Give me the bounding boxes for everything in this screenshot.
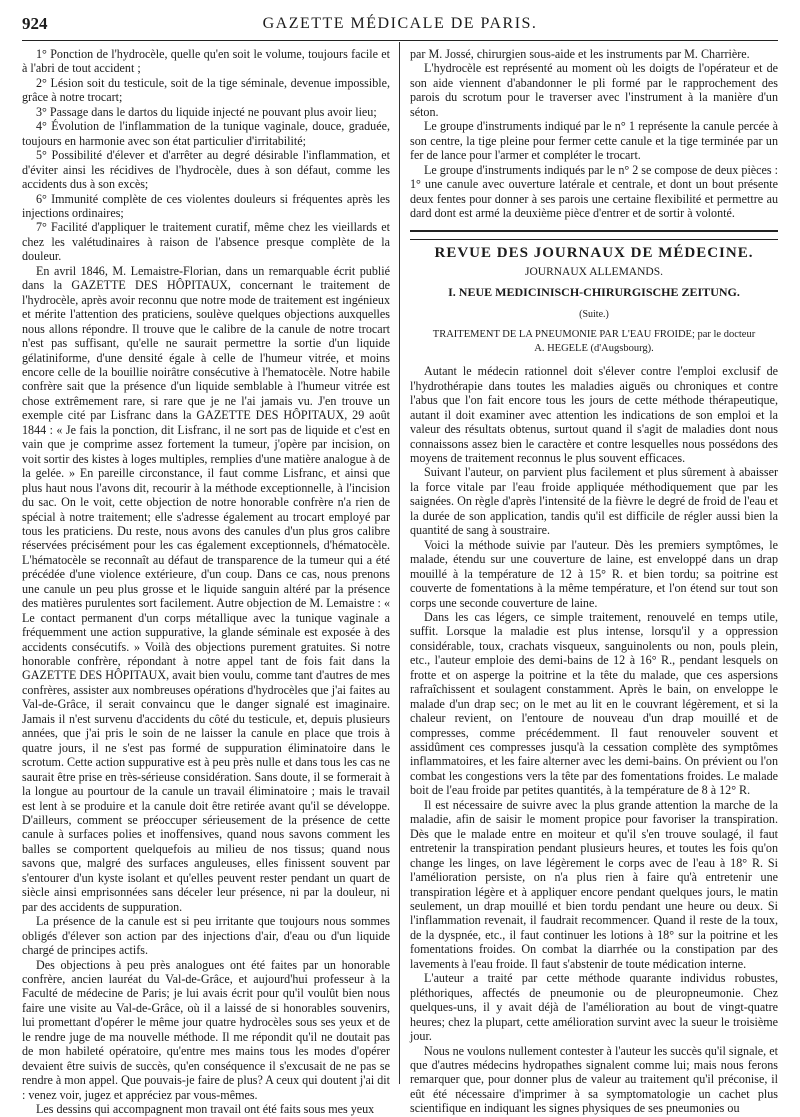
article-title [410,328,778,356]
paragraph: Nous ne voulons nullement contester à l'auteur les succès qu'il signale, et que d'autres médecins hydropathes signalent comme lui; mais nous ferons remarquer que, pour donner plus de valeur au traitement qu'il préconise, il eût été nécessaire d'imprimer à sa symptomatologie un cachet plus scientifique en indiquant les signes physiques de ses pneumonies ou [410,1043,778,1116]
section-title: REVUE DES JOURNAUX DE MÉDECINE. [434,245,754,262]
paragraph: 2° Lésion soit du testicule, soit de la tige séminale, devenue impossible, grâce à notre trocart; [22,75,390,105]
article-author: A. HEGELE (d'Augsbourg). [534,343,654,355]
paragraph: L'hydrocèle est représenté au moment où les doigts de l'opérateur et de son aide viennent d'abandonner le pli formé par le rapprochement des parois du scrotum pour le traverser avec l'instrument à la manière d'un séton. [410,61,778,119]
paragraph: La présence de la canule est si peu irritante que toujours nous sommes obligés d'élever son action par des injections d'air, d'eau ou d'un liquide chargé de principes actifs. [22,914,390,958]
paragraph: par M. Jossé, chirurgien sous-aide et les instruments par M. Charrière. [410,47,750,61]
paragraph: 5° Possibilité d'élever et d'arrêter au degré désirable l'inflammation, et d'éviter ainsi les récidives de l'hydrocèle, dues à son défaut, comme les accidents dus à son excès; [22,148,390,192]
paragraph: Le groupe d'instruments indiqué par le n° 1 représente la canule percée à son centre, la tige pleine pour fermer cette canule et la tige terminée par un fer de lance pour l'armer et compléter le trocart. [410,119,778,163]
journal-heading: I. NEUE MEDICINISCH-CHIRURGISCHE ZEITUNG. [448,285,740,300]
paragraph: Des objections à peu près analogues ont été faites par un honorable confrère, ancien lauréat du Val-de-Grâce, et aujourd'hui professeur à la Faculté de médecine de Paris; je lui avais écrit pour qu'il voulût bien nous faire une visite au Val-de-Grâce, où il a laissé de si honorables souvenirs, lui promettant d'opérer le même jour quatre hydrocèles sous ses yeux et de le rendre juge de ma nouvelle méthode. Il me répondit qu'il ne doutait pas de mon habileté opératoire, qu'entre mes mains tous les modes d'opérer devaient être suivis de succès, qu'en conséquence il s'excusait de ne pas se rendre à mon appel. Que pouvais-je faire de plus? A ceux qui doutent j'ai dit : venez voir, jugez et appréciez par vous-mêmes. [22,957,390,1102]
continued-note: (Suite.) [579,308,609,320]
paragraph: Il est nécessaire de suivre avec la plus grande attention la marche de la maladie, afin de saisir le moment propice pour favoriser la transpiration. Dès que le malade entre en moiteur et qu'il s'en trouve soulagé, il faut entretenir la transpiration pendant plusieurs heures, et toutes les fois qu'on change les linges, on lave légèrement le corps avec de l'eau à 18° R. Si l'amélioration persiste, on n'a plus rien à faire qu'à entretenir une transpiration légère et à appliquer encore pendant quelques jours, le matin seulement, un drap mouillé et bien tordu pendant une heure ou deux. Si l'inflammation revenait, il faudrait recommencer. Quand il reste de la toux, de la dyspnée, etc., il faut continuer les lotions à 18° sur la poitrine et les fomentations froides. On combat la diarrhée ou la constipation par des lavements à l'eau froide. Il faut s'abstenir de toute médication interne. [410,797,778,971]
paragraph: Autant le médecin rationnel doit s'élever contre l'emploi exclusif de l'hydrothérapie dans toutes les maladies aiguës ou chroniques et contre l'abus que l'on fait encore tous les jours de cette méthode thérapeutique, autant il doit examiner avec attention les indications de son emploi et la valeur des résultats obtenus, surtout quand il s'agit de maladies dont nous connaissons assez bien le caractère et contre lesquelles nous possédons des moyens de traitement reconnus le plus souvent efficaces. [410,364,778,465]
paragraph: 7° Facilité d'appliquer le traitement curatif, même chez les vieillards et chez les valétudinaires à raison de l'absence presque complète de la douleur. [22,220,390,264]
paragraph: 1° Ponction de l'hydrocèle, quelle qu'en soit le volume, toujours facile et à l'abri de tout accident ; [22,47,390,76]
page-number: 924 [22,14,48,33]
left-column [22,47,390,1117]
running-title: GAZETTE MÉDICALE DE PARIS. [262,15,538,32]
paragraph: En avril 1846, M. Lemaistre-Florian, dans un remarquable écrit publié dans la GAZETTE DES HÔPITAUX, concernant le traitement de l'hydrocèle, après avoir reconnu que notre mode de traitement est ingénieux et mérite l'attention des praticiens, soulève quelques objections auxquelles nous allons répondre. Il trouve que le calibre de la canule de notre trocart n'est pas suffisant, qu'elle ne saurait permettre la sortie d'un liquide gélatiniforme, d'une densité égale à celle de l'humeur vitrée, et moins encore celle de la bouillie noirâtre consécutive à l'hematocèle. Notre habile confrère sait que la présence d'un liquide semblable à l'humeur vitrée est chose extrêmement rare, si rare que je ne l'ai jamais vu. J'en trouve un exemple cité par Lisfranc dans la GAZETTE DES HÔPITAUX, 29 août 1844 : « Je fais la ponction, dit Lisfranc, il ne sort pas de liquide et c'est en vain que je comprime assez fortement la tumeur, j'opère par incision, on voit sortir des kistes à loges multiples, remplies d'une matière analogue à de la gelée. » En pareille circonstance, il faut comme Lisfranc, et ainsi que plus haut nous l'avons dit, recourir à la méthode exceptionnelle, à l'incision du sac. On le voit, cette objection de notre honorable confrère n'a rien de spécial à notre traitement; elle s'adresse également au trocart employé par tous les praticiens. Du reste, nous avons des canules d'un plus gros calibre réservées précisément pour les cas également exceptionnels, d'hématocèle. L'hématocèle se reconnaît au défaut de transparence de la tumeur qui a été précédée d'une violence extérieure, d'un coup. Dans ce cas, nous prenons une canule un peu plus grosse et le liquide sanguin altéré par la présence des matières purulentes sort facilement. Autre objection de M. Lemaistre : « Le contact permanent d'un corps métallique avec la tunique vaginale a fréquemment une action suppurative, la glande séminale est exposée à des accidents consécutifs. » Voilà des objections purement gratuites. Si notre honorable confrère, répondant à notre appel tant de fois fait dans la GAZETTE DES HÔPITAUX, avait bien voulu, comme tant d'autres de mes confrères, assister aux nombreuses opérations d'hydrocèles que j'ai faites au Val-de-Grâce, il serait convaincu que le danger signalé est imaginaire. Jamais il n'est survenu d'accidents du côté du testicule, et, depuis plusieurs années, que j'ai pris le soin de ne laisser la canule en place que trois à quatre jours, il ne s'est pas formé de suppuration éliminatoire dans le scrotum. Cette action suppurative est à peu près nulle et dans tous les cas ne saurait être prise en très-sérieuse considération. Sans doute, il se formerait à la longue au pourtour de la canule un travail éliminatoire ; mais le travail est lent à se produire et la canule doit être retirée avant qu'il se développe. D'ailleurs, comment se préoccuper sérieusement de la présence de cette canule à surfaces polies et inoffensives, quand nous savons comment les balles se comportent quelquefois au milieu de nos tissus; quand nous savons que, malgré des surfaces anguleuses, elles finissent souvent par s'entourer d'un kyste isolant et qu'elles peuvent rester pendant un quart de siècle ainsi emprisonnées sans déceler leur présence, ni par la douleur, ni par des accidents de suppuration. [22,263,390,914]
column-divider [399,42,400,1084]
paragraph: Voici la méthode suivie par l'auteur. Dès les premiers symptômes, le malade, étendu sur une couverture de laine, est enveloppé dans un drap mouillé à la température de 12 à 15° R. et bien tordu; sa poitrine est couverte de fomentations à la même température, et l'on étend sur tout son corps une seconde couverture de laine. [410,537,778,610]
paragraph: 3° Passage dans le dartos du liquide injecté ne pouvant plus avoir lieu; [36,104,377,119]
paragraph: Les dessins qui accompagnent mon travail ont été faits sous mes yeux [36,1102,375,1117]
paragraph: Dans les cas légers, ce simple traitement, renouvelé en temps utile, suffit. Lorsque la maladie est plus intense, lorsqu'il y a oppression considérable, toux, crachats visqueux, sanguinolents ou non, pouls plein, etc., l'auteur emploie des demi-bains de 12 à 16° R., pendant lesquels on frotte et on asperge la poitrine et la tête du malade, que ces aspersions rafraîchissent et soulagent constamment. Après le bain, on enveloppe le malade d'un drap sec; on le met au lit en le couvrant légèrement, et si la chaleur revient, on l'entoure de nouveau d'un drap mouillé et de compresses, comme précédemment. Il faut renouveler souvent et assidûment ces compresses jusqu'à la cessation complète des symptômes inflammatoires, et les faire alterner avec les demi-bains. On prévient ou l'on combat les congestions vers la tête par des fomentations froides. Le malade boit de l'eau froide par petites quantités, à la température de 8 à 12° R. [410,609,778,798]
paragraph: L'auteur a traité par cette méthode quarante individus robustes, pléthoriques, affectés de pneumonie ou de pleuropneumonie. Chez quelques-uns, il y avait déjà de l'amélioration au bout de vingt-quatre heures; chez la plupart, cette amélioration survint avec la sueur le troisième jour. [410,971,778,1044]
section-separator [410,230,778,232]
paragraph: 6° Immunité complète de ces violentes douleurs si fréquentes après les injections ordinaires; [22,191,390,220]
section-separator-thin [410,239,778,240]
paragraph: Suivant l'auteur, on parvient plus facilement et plus sûrement à abaisser la force vitale par l'eau froide appliquée méthodiquement que par les saignées. On règle d'après l'intensité de la fièvre le degré de froid de l'eau et la durée de son application, tandis qu'il est difficile de régler aussi bien la quantité de sang à soustraire. [410,465,778,538]
paragraph: 4° Évolution de l'inflammation de la tunique vaginale, douce, graduée, toujours en harmonie avec son état particulier d'irritabilité; [22,119,390,148]
page-header [22,14,778,38]
right-column [410,47,778,1116]
article-title-text: TRAITEMENT DE LA PNEUMONIE PAR L'EAU FROIDE; par le docteur [432,329,756,341]
header-rule [22,40,778,41]
section-subtitle: JOURNAUX ALLEMANDS. [524,265,663,278]
paragraph: Le groupe d'instruments indiqués par le n° 2 se compose de deux pièces : 1° une canule avec ouverture latérale et centrale, et dont un bout présente deux fentes pour donner à ses parois une certaine flexibilité et permettre au dard dont est armé la deuxième pièce d'entrer et de sortir à volonté. [410,162,778,220]
